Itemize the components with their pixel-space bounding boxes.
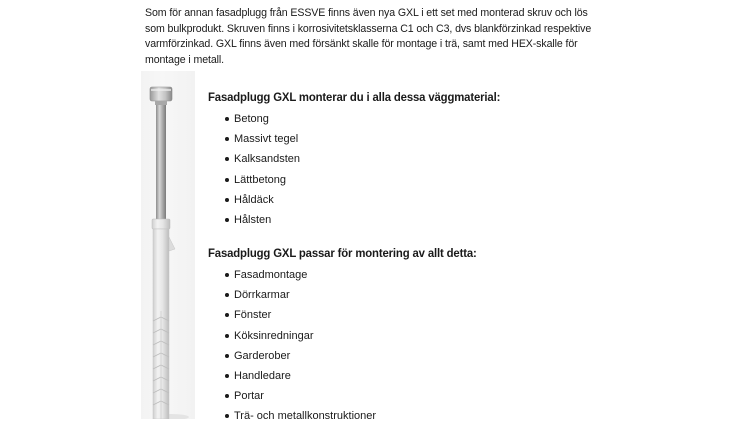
bullet-icon [225,394,229,398]
bullet-icon [225,198,229,202]
bullet-icon [225,313,229,317]
list-item: Garderober [220,346,688,366]
bullet-icon [225,137,229,141]
list-item: Köksinredningar [220,326,688,346]
bullet-icon [225,273,229,277]
bullet-icon [225,414,229,418]
list-item: Fönster [220,305,688,325]
bullet-icon [225,293,229,297]
list-item: Hålsten [220,210,688,230]
materials-list [208,109,688,230]
list-item: Håldäck [220,190,688,210]
list-item: Fasadmontage [220,265,688,285]
bullet-icon [225,218,229,222]
uses-section [208,246,688,427]
product-image [141,71,195,419]
bullet-icon [225,334,229,338]
bullet-icon [225,157,229,161]
list-item: Massivt tegel [220,129,688,149]
list-item: Kalksandsten [220,149,688,169]
list-item: Lättbetong [220,170,688,190]
list-item: Trä- och metallkonstruktioner [220,406,688,426]
uses-list [208,265,688,427]
uses-heading: Fasadplugg GXL passar för montering av allt detta: [208,246,477,260]
bullet-icon [225,117,229,121]
bullet-icon [225,178,229,182]
list-item: Portar [220,386,688,406]
list-item: Dörrkarmar [220,285,688,305]
list-item: Betong [220,109,688,129]
bullet-icon [225,374,229,378]
materials-heading: Fasadplugg GXL monterar du i alla dessa väggmaterial: [208,90,501,104]
bullet-icon [225,354,229,358]
facade-plug-screw-illustration [141,71,195,419]
materials-section [208,90,688,230]
list-item: Handledare [220,366,688,386]
intro-paragraph: Som för annan fasadplugg från ESSVE finns även nya GXL i ett set med monterad skruv och lös som bulkprodukt. Skruven finns i korrosivitetsklasserna C1 och C3, dvs blankförzinkad respektive varmförzinkad. GXL finns även med försänkt skalle för montage i trä, samt med HEX-skalle för montage i metall. [145,7,592,66]
